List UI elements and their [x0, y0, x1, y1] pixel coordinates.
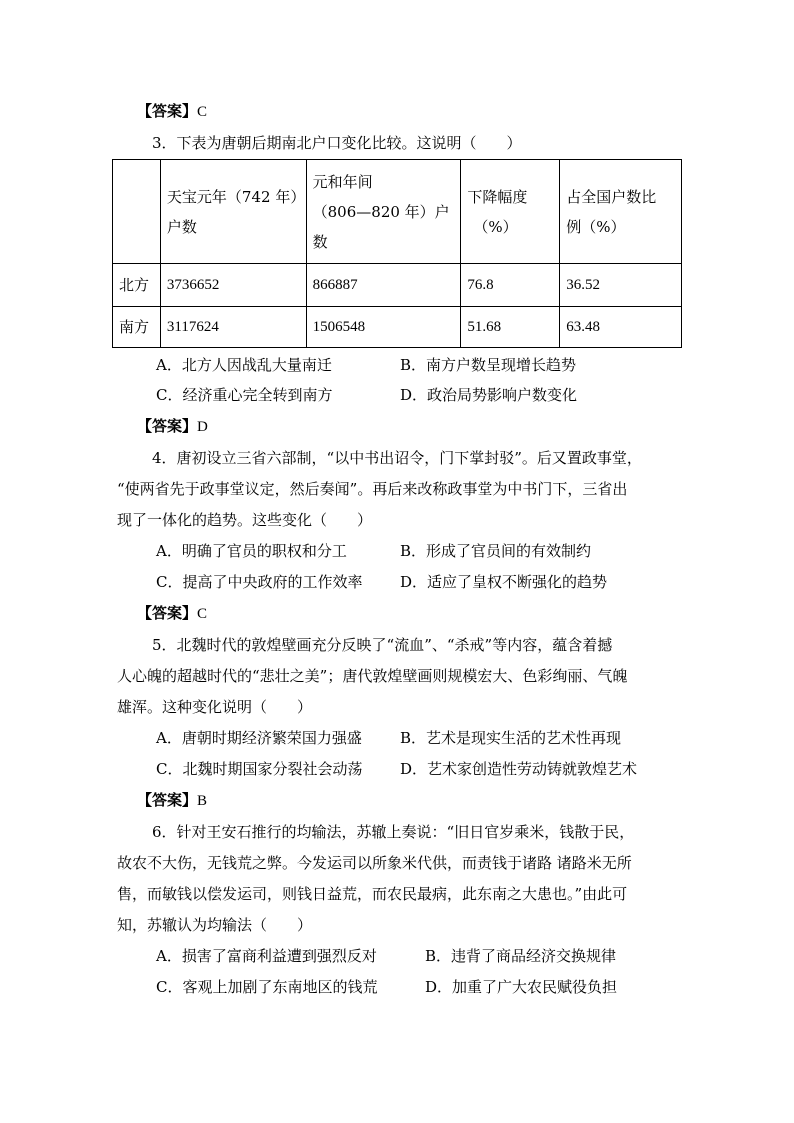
- q6-option-c: C．客观上加剧了东南地区的钱荒: [156, 978, 378, 996]
- cell-decline: 51.68: [461, 307, 560, 348]
- q6-stem-line: 6．针对王安石推行的均输法，苏辙上奏说：“旧日官岁乘米，钱散于民，: [152, 823, 635, 841]
- q3-option-d: D．政治局势影响户数变化: [400, 386, 578, 404]
- q5-option-a: A．唐朝时期经济繁荣国力强盛: [156, 729, 362, 747]
- row-region: 南方: [113, 307, 161, 348]
- q5-option-b: B．艺术是现实生活的艺术性再现: [400, 729, 622, 747]
- q3-option-a: A．北方人因战乱大量南迁: [156, 356, 332, 374]
- header-tianbao: [160, 160, 306, 264]
- cell-tianbao: 3736652: [160, 264, 306, 307]
- q5-stem-line: 5．北魏时代的敦煌壁画充分反映了“流血”、“杀戒”等内容，蕴含着撼: [152, 636, 613, 654]
- q4-option-c: C．提高了中央政府的工作效率: [156, 573, 363, 591]
- row-region: 北方: [113, 264, 161, 307]
- cell-yuanhe: 866887: [306, 264, 461, 307]
- header-line: 数: [312, 232, 328, 251]
- q4-option-d: D．适应了皇权不断强化的趋势: [400, 573, 608, 591]
- table-row: [113, 264, 682, 307]
- header-share: [560, 160, 682, 264]
- q3-option-b: B．南方户数呈现增长趋势: [400, 356, 577, 374]
- table-row: [113, 307, 682, 348]
- table-corner-cell: [113, 160, 161, 264]
- q6-option-a: A．损害了富商利益遭到强烈反对: [156, 947, 377, 965]
- header-line: 天宝元年（742 年）: [166, 187, 306, 206]
- q4-stem-line: 现了一体化的趋势。这些变化（ ）: [117, 511, 373, 529]
- q5-answer: [137, 790, 207, 811]
- header-line: （%）: [473, 217, 518, 236]
- header-yuanhe: [306, 160, 461, 264]
- header-line: 占全国户数比: [566, 187, 657, 206]
- q6-option-d: D．加重了广大农民赋役负担: [425, 978, 618, 996]
- answer-value: C: [197, 104, 208, 120]
- q5-stem-line: 人心魄的超越时代的“悲壮之美”；唐代敦煌壁画则规模宏大、色彩绚丽、气魄: [117, 667, 628, 685]
- header-decline: [461, 160, 560, 264]
- q3-option-c: C．经济重心完全转到南方: [156, 386, 333, 404]
- q6-stem-line: 售，而敏钱以偿发运司，则钱日益荒，而农民最病，此东南之大患也。”由此可: [117, 885, 628, 903]
- q3-stem: 3．下表为唐朝后期南北户口变化比较。这说明（ ）: [152, 134, 522, 152]
- answer-label: 【答案】: [137, 604, 198, 622]
- q5-stem-line: 雄浑。这种变化说明（ ）: [117, 698, 313, 716]
- cell-share: 36.52: [560, 264, 682, 307]
- cell-yuanhe: 1506548: [306, 307, 461, 348]
- header-line: （806—820 年）户: [312, 202, 450, 221]
- answer-label: 【答案】: [137, 102, 198, 120]
- cell-share: 63.48: [560, 307, 682, 348]
- answer-value: C: [197, 606, 208, 622]
- header-line: 例（%）: [566, 217, 626, 236]
- header-line: 下降幅度: [467, 187, 528, 206]
- q2-answer: [137, 101, 207, 122]
- answer-label: 【答案】: [137, 791, 198, 809]
- q4-stem-line: 4．唐初设立三省六部制，“以中书出诏令，门下掌封驳”。后又置政事堂，: [152, 449, 642, 467]
- answer-label: 【答案】: [137, 417, 198, 435]
- q4-stem-line: “使两省先于政事堂议定，然后奏闻”。再后来改称政事堂为中书门下，三省出: [117, 480, 628, 498]
- cell-tianbao: 3117624: [160, 307, 306, 348]
- q4-answer: [137, 603, 207, 624]
- answer-value: D: [197, 419, 208, 435]
- q4-option-a: A．明确了官员的职权和分工: [156, 542, 347, 560]
- q3-answer: [137, 416, 208, 437]
- header-line: 户数: [166, 217, 197, 236]
- q6-option-b: B．违背了商品经济交换规律: [425, 947, 617, 965]
- population-table: [112, 159, 682, 348]
- answer-value: B: [197, 793, 208, 809]
- q6-stem-line: 故农不大伤，无钱荒之弊。今发运司以所象米代供，而责钱于诸路 诸路米无所: [117, 854, 632, 872]
- q5-option-d: D．艺术家创造性劳动铸就敦煌艺术: [400, 760, 638, 778]
- q6-stem-line: 知，苏辙认为均输法（ ）: [117, 916, 313, 934]
- q4-option-b: B．形成了官员间的有效制约: [400, 542, 592, 560]
- cell-decline: 76.8: [461, 264, 560, 307]
- q5-option-c: C．北魏时期国家分裂社会动荡: [156, 760, 363, 778]
- header-line: 元和年间: [312, 172, 373, 191]
- table-header-row: [113, 160, 682, 264]
